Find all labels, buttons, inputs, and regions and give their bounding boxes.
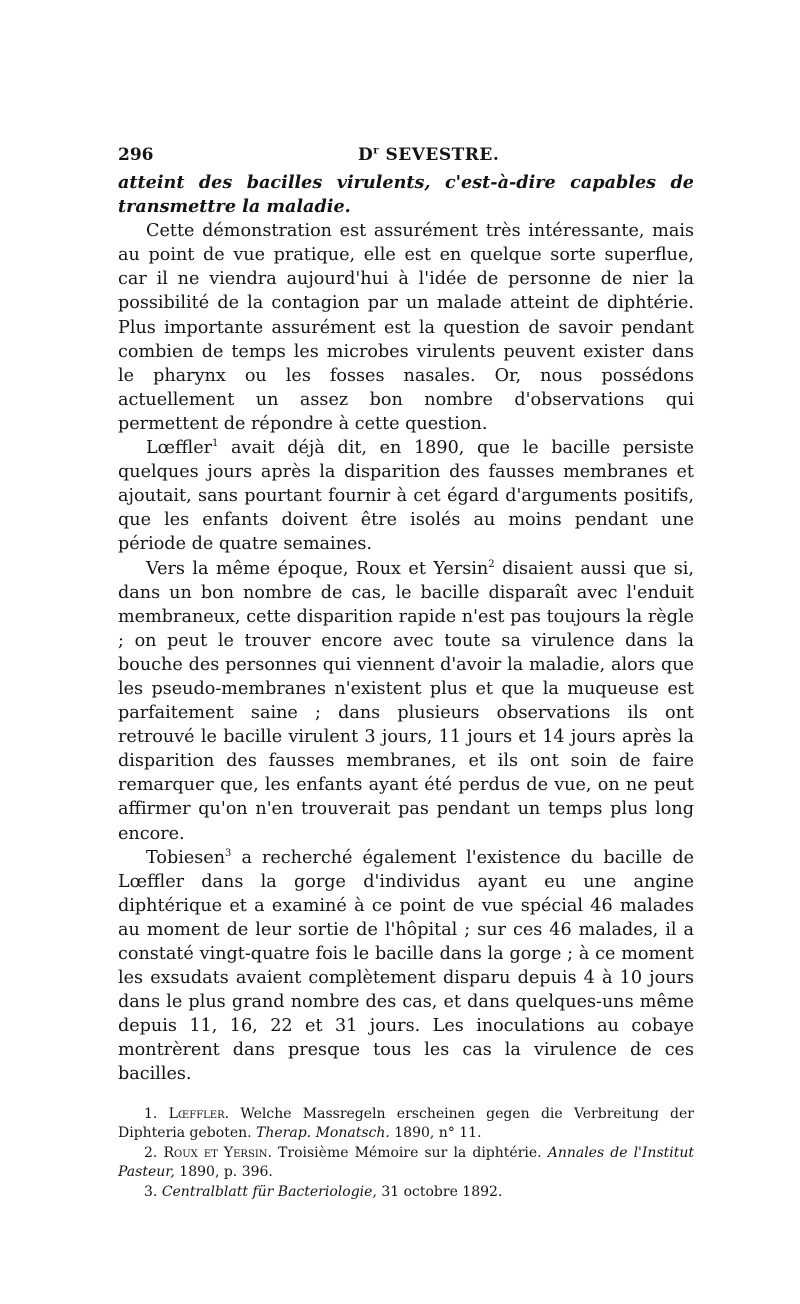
footnote-journal: Annales de l'Institut Pasteur,: [118, 1144, 694, 1181]
footnote-tail: 31 octobre 1892.: [376, 1183, 503, 1200]
footnote-author: Roux et Yersin.: [163, 1144, 272, 1161]
paragraph-continuation: [118, 171, 694, 219]
running-head-name: SEVESTRE.: [385, 145, 500, 165]
page-header: [118, 143, 694, 171]
footnote-ref[interactable]: 2: [488, 558, 495, 570]
footnote-ref[interactable]: 1: [212, 438, 219, 450]
paragraph-text: a recherché également l'existence du bacille de Lœffler dans la gorge d'individus ayant eu une angine diphtérique et a examiné à ce point de vue spécial 46 malades au moment de leur sortie de l'hôpital ; sur ces 46 malades, il a constaté vingt-quatre fois le bacille dans la gorge ; à ce moment les exsudats avaient complètement disparu depuis 4 à 10 jours dans le plus grand nombre des cas, et dans quelques-uns même depuis 11, 16, 22 et 31 jours. Les inoculations au cobaye montrèrent dans presque tous les cas la virulence de ces bacilles.: [118, 847, 694, 1085]
body-text: [118, 171, 694, 1087]
paragraph-lead: Vers la même époque, Roux et Yersin: [146, 558, 489, 579]
paragraph: [118, 219, 694, 436]
running-head-prefix: D: [358, 145, 374, 165]
footnote-tail: 1890, n° 11.: [389, 1125, 482, 1142]
footnote-number: 1.: [144, 1105, 158, 1122]
footnote-tail: 1890, p. 396.: [174, 1164, 273, 1181]
paragraph-lead: Tobiesen: [146, 847, 226, 868]
paragraph-text: disaient aussi que si, dans un bon nombre de cas, le bacille disparaît avec l'enduit membraneux, cette disparition rapide n'est pas toujours la règle ; on peut le trouver encore avec toute sa virulence dans la bouche des personnes qui viennent d'avoir la maladie, alors que les pseudo-membranes n'existent plus et que la muqueuse est parfaitement saine ; dans plusieurs observations ils ont retrouvé le bacille virulent 3 jours, 11 jours et 14 jours après la disparition des fausses membranes, et ils ont soin de faire remarquer que, les enfants ayant été perdus de vue, on ne peut affirmer qu'on n'en trouverait pas pendant un temps plus long encore.: [118, 558, 695, 844]
footnote-number: 3.: [144, 1183, 158, 1200]
footnote: [118, 1105, 694, 1144]
paragraph-text: Cette démonstration est assurément très intéressante, mais au point de vue pratique, elle est en quelque sorte superflue, car il ne viendra aujourd'hui à l'idée de personne de nier la possibilité de la contagion par un malade atteint de diphtérie. Plus importante assurément est la question de savoir pendant combien de temps les microbes virulents peuvent exister dans le pharynx ou les fosses nasales. Or, nous possédons actuellement un assez bon nombre d'observations qui permettent de répondre à cette question.: [118, 221, 694, 434]
page-number: 296: [118, 145, 154, 165]
footnote-journal: Therap. Monatsch.: [256, 1125, 390, 1142]
italic-lead: atteint des bacilles virulents, c'est-à-dire capables de transmettre la maladie.: [118, 172, 694, 218]
paragraph-lead: Lœffler: [146, 438, 213, 459]
paragraph: [118, 846, 694, 1087]
footnote-text: Troisième Mémoire sur la diphtérie.: [271, 1144, 548, 1161]
running-head: [358, 145, 499, 165]
footnote-author: Lœffler.: [168, 1105, 230, 1122]
footnote-number: 2.: [144, 1144, 158, 1161]
footnote-ref[interactable]: 3: [225, 847, 232, 859]
paragraph-text: avait déjà dit, en 1890, que le bacille persiste quelques jours après la disparition des fausses membranes et ajoutait, sans pourtant fournir à cet égard d'arguments positifs, que les enfants doivent être isolés au moins pendant une période de quatre semaines.: [118, 438, 694, 555]
footnote-text: Welche Massregeln erscheinen gegen die Verbreitung der Diphteria geboten.: [118, 1105, 694, 1142]
footnote-journal: Centralblatt für Bacteriologie,: [161, 1183, 377, 1200]
running-head-sup: r: [373, 145, 380, 157]
footnotes: [118, 1105, 694, 1203]
book-page: [118, 143, 694, 1202]
footnote: [118, 1144, 694, 1183]
paragraph: [118, 436, 694, 556]
footnote: [118, 1183, 694, 1203]
paragraph: [118, 557, 694, 846]
